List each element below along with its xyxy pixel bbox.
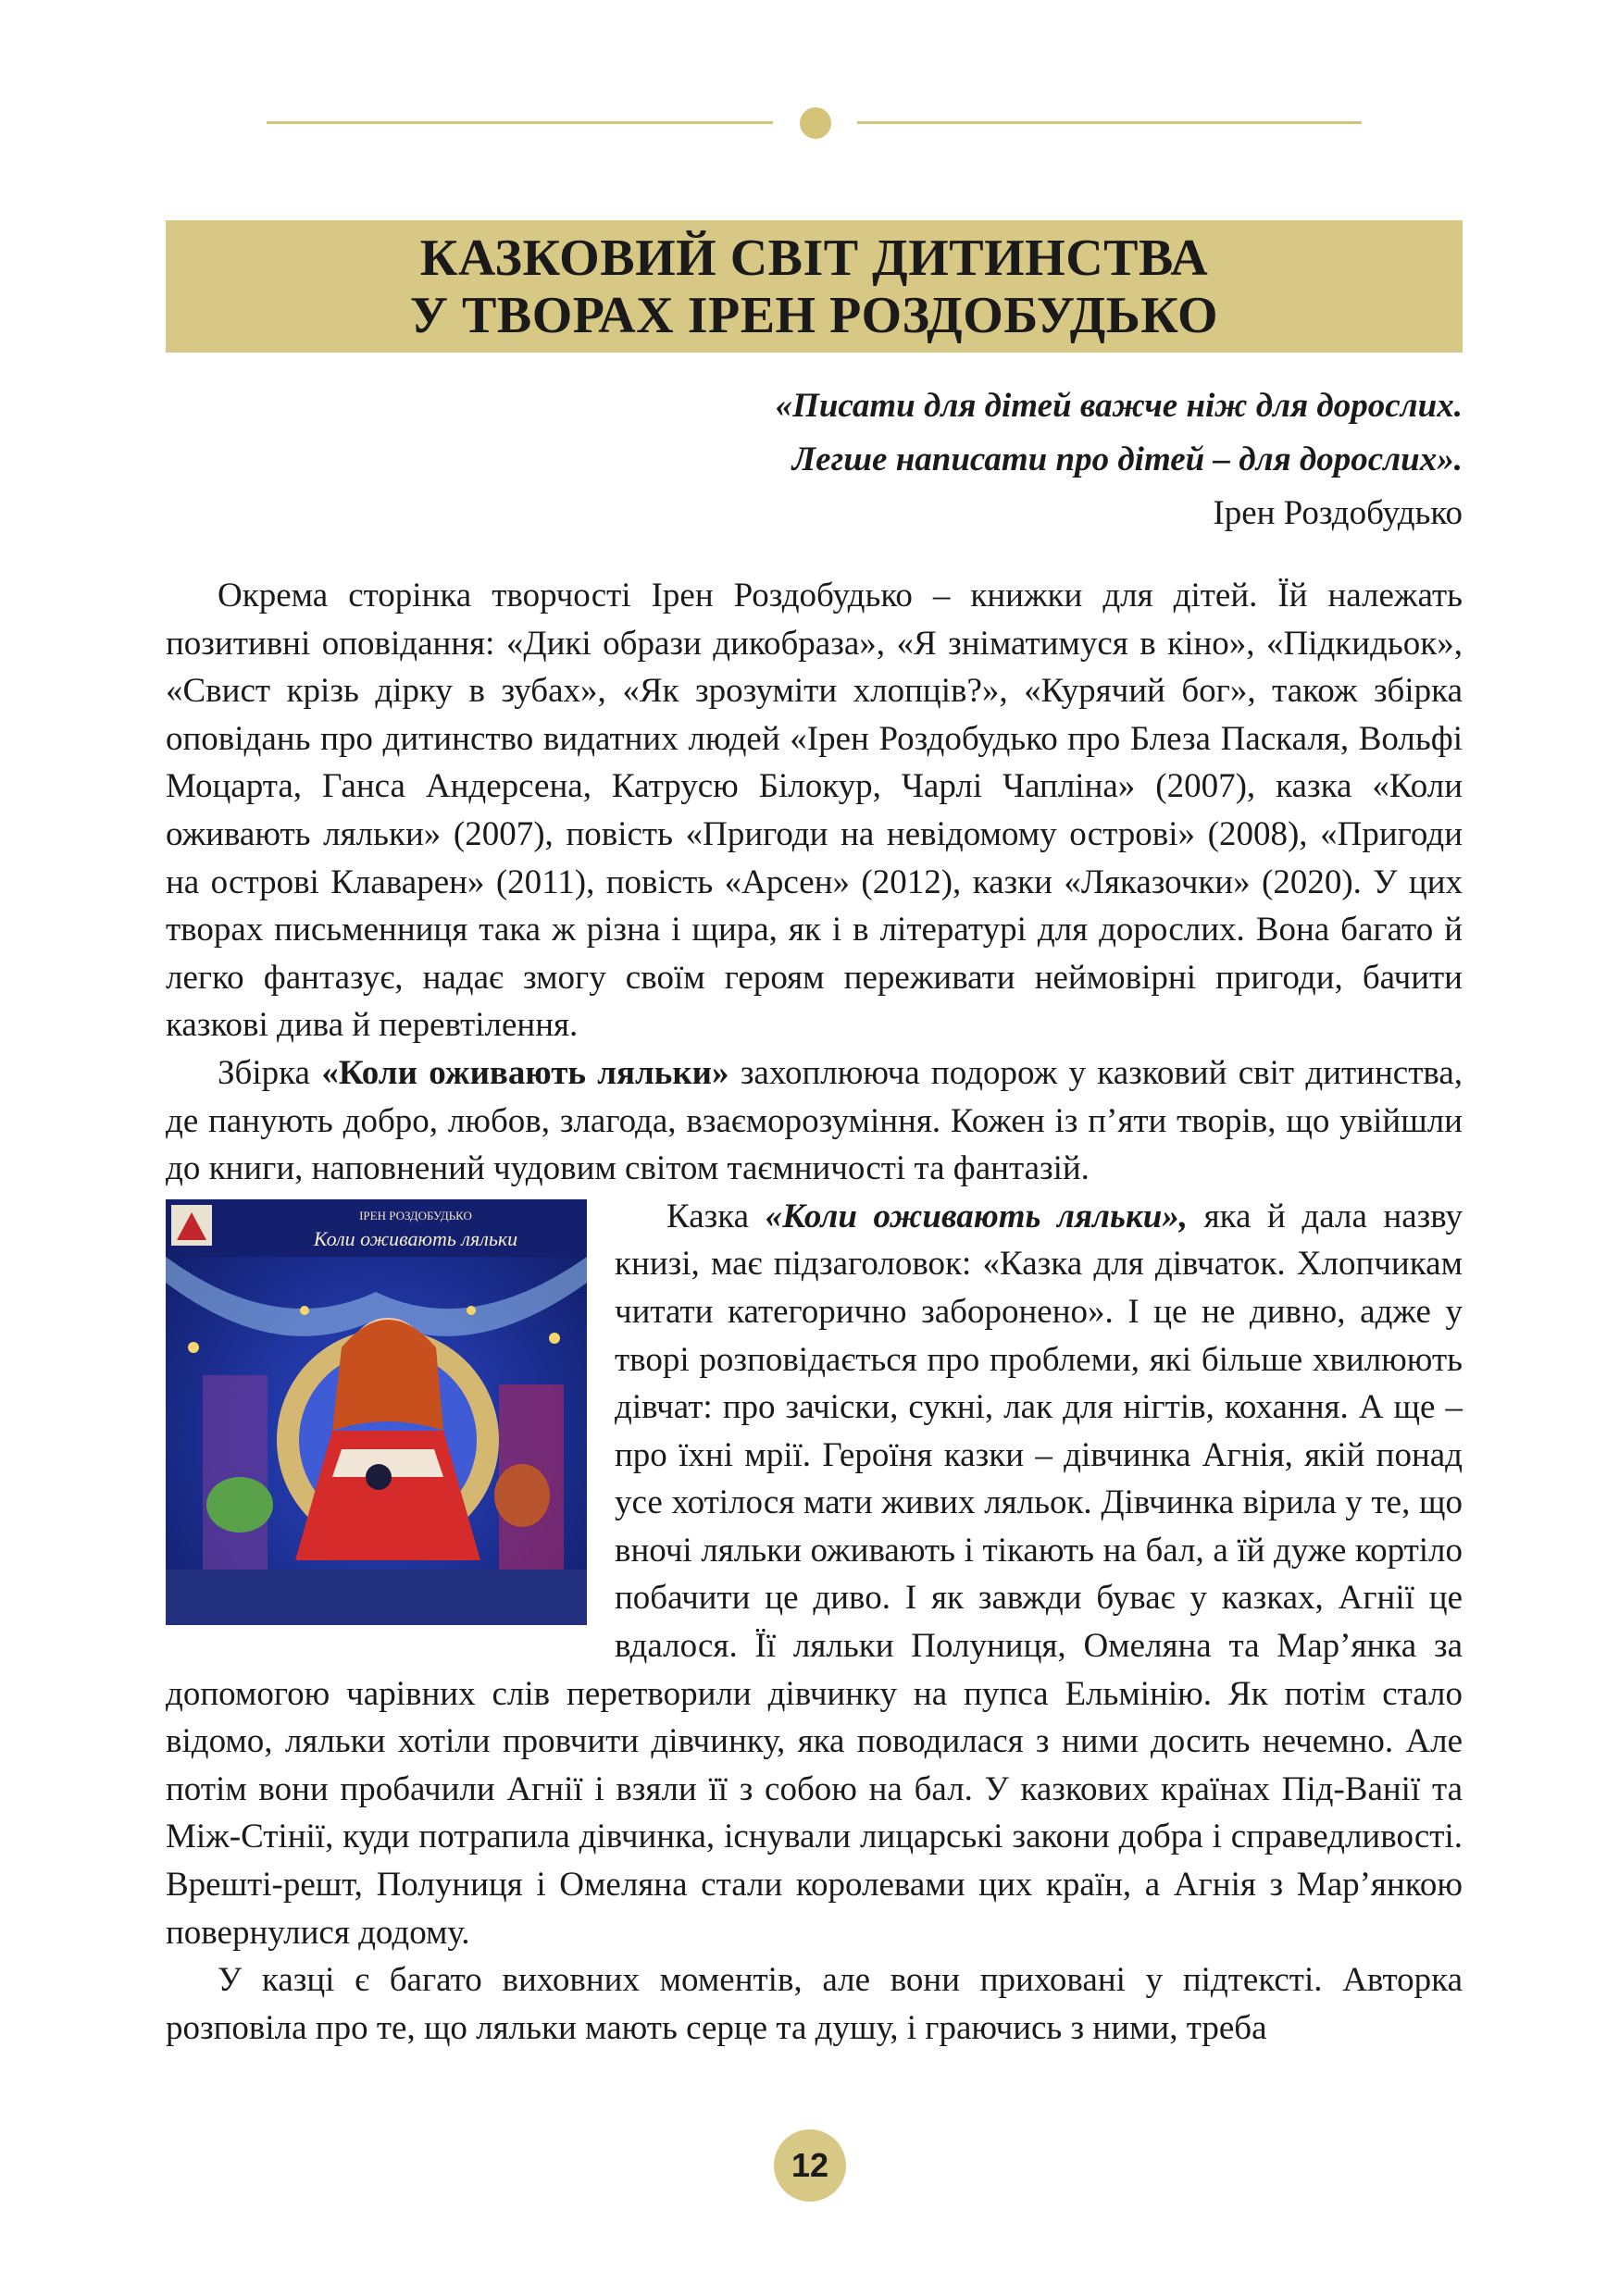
paragraph-3-bold: «Коли оживають ляльки», [765,1197,1189,1235]
ornament-dot [800,107,831,139]
epigraph-line-1: «Писати для дітей важче ніж для дорослих. [775,387,1463,425]
book-cover-image [166,1199,587,1625]
page-number: 12 [774,2129,846,2202]
ornament-line-right [857,121,1362,124]
title-line-2: У ТВОРАХ ІРЕН РОЗДОБУДЬКО [409,286,1219,344]
paragraph-4: У казці є багато виховних моментів, але вони приховані у підтексті. Авторка розповіла про те, що ляльки мають серце та душу, і граючись з ними, треба [166,1961,1463,2047]
paragraph-1: Окрема сторінка творчості Ірен Роздобудько – книжки для дітей. Їй належать позитивні оповідання: «Дикі образи дикобраза», «Я зніматимуся в кіно», «Підкидьок», «Свист крізь дірку в зубах», «Як зрозуміти хлопців?», «Курячий бог», також збірка оповідань про дитинство видатних людей «Ірен Роздобудько про Блеза Паскаля, Вольфі Моцарта, Ганса Андерсена, Катрусю Білокур, Чарлі Чапліна» (2007), казка «Коли оживають ляльки» (2007), повість «Пригоди на невідомому острові» (2008), «Пригоди на острові Клаварен» (2011), повість «Арсен» (2012), казки «Ляказочки» (2020). У цих творах письменниця така ж різна і щира, як і в літературі для дорослих. Вона багато й легко фантазує, надає змогу своїм героям переживати неймовірні пригоди, бачити казкові дива й перевтілення. [166,577,1463,1045]
chapter-title [166,220,1463,353]
epigraph-author: Ірен Роздобудько [1213,494,1463,532]
paragraph-3-start: Казка [666,1197,766,1235]
top-ornament [0,0,1619,250]
cover-title: Коли оживають ляльки [313,1226,518,1250]
epigraph [518,379,1463,540]
paragraph-2-bold: «Коли оживають ляльки» [321,1053,729,1092]
title-line-1: КАЗКОВИЙ СВІТ ДИТИНСТВА [419,229,1209,287]
article-body [166,572,1463,2052]
epigraph-line-2: Легше написати про дітей – для дорослих». [791,441,1463,478]
paragraph-3-rest: яка й дала назву книзі, має підзаголовок: «Казка для дівчаток. Хлопчикам читати категорично заборонено». І це не дивно, адже у творі розповідається про проблеми, які більше хвилюють дівчат: про зачіски, сукні, лак для нігтів, кохання. А ще – про їхні мрії. Героїня казки – дівчинка Агнія, якій понад усе хотілося мати живих ляльок. Дівчинка вірила у те, що вночі ляльки оживають і тікають на бал, а їй дуже кортіло побачити це диво. І як завжди буває у казках, Агнії це вдалося. Її ляльки Полуниця, Омеляна та Мар’янка за допомогою чарівних слів перетворили дівчинку на пупса Ельмінію. Як потім стало відомо, ляльки хотіли провчити дівчинку, яка поводилася з ними досить нечемно. Але потім вони пробачили Агнії і взяли її з собою на бал. У казкових країнах Під-Ванії та Між-Стінії, куди потрапила дівчинка, існували лицарські закони добра і справедливості. Врешті-решт, Полуниця і Омеляна стали королевами цих країн, а Агнія з Мар’янкою повернулися додому. [166,1197,1463,1952]
paragraph-2-start: Збірка [218,1053,322,1092]
cover-author: ІРЕН РОЗДОБУДЬКО [359,1208,472,1222]
ornament-line-left [267,121,773,124]
paragraph-2 [166,1049,1463,1193]
paragraph-2-rest: захоплююча подорож у казковий світ дитинства, де панують добро, любов, злагода, взаєморозуміння. Кожен із п’яти творів, що увійшли до книги, наповнений чудовим світом таємничості та фантазій. [166,1053,1463,1188]
